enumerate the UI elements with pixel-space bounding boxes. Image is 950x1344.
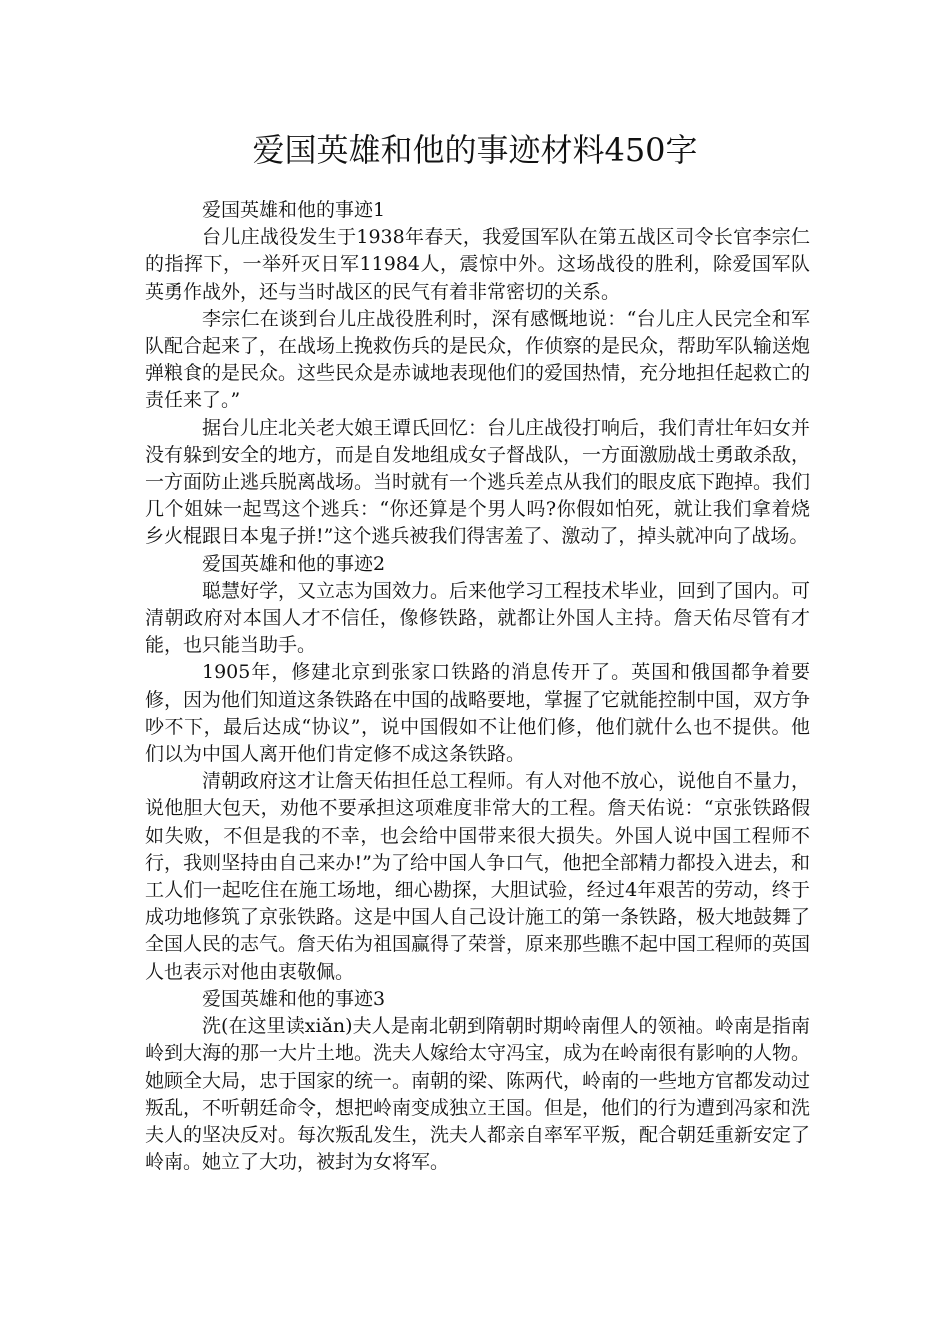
- section-heading: 爱国英雄和他的事迹2: [202, 552, 386, 575]
- paragraph: 1905年，修建北京到张家口铁路的消息传开了。英国和俄国都争着要修，因为他们知道这条铁路在中国的战略要地，掌握了它就能控制中国，双方争吵不下，最后达成“协议”，说中国假如不让他们修，他们就什么也不提供。他们以为中国人离开他们肯定修不成这条铁路。: [145, 661, 811, 766]
- paragraph: 洗(在这里读xiǎn)夫人是南北朝到隋朝时期岭南俚人的领袖。岭南是指南岭到大海的那一大片土地。洗夫人嫁给太守冯宝，成为在岭南很有影响的人物。她顾全大局，忠于国家的统一。南朝的梁、陈两代，岭南的一些地方官都发动过叛乱，不听朝廷命令，想把岭南变成独立王国。但是，他们的行为遭到冯家和洗夫人的坚决反对。每次叛乱发生，洗夫人都亲自率军平叛，配合朝廷重新安定了岭南。她立了大功，被封为女将军。: [145, 1015, 811, 1174]
- document-body: [145, 197, 810, 1176]
- paragraph: 台儿庄战役发生于1938年春天，我爱国军队在第五战区司令长官李宗仁的指挥下，一举歼灭日军11984人，震惊中外。这场战役的胜利，除爱国军队英勇作战外，还与当时战区的民气有着非常密切的关系。: [145, 226, 810, 303]
- document-title: 爱国英雄和他的事迹材料450字: [252, 131, 698, 169]
- paragraph: 李宗仁在谈到台儿庄战役胜利时，深有感慨地说：“台儿庄人民完全和军队配合起来了，在战场上挽救伤兵的是民众，作侦察的是民众，帮助军队输送炮弹粮食的是民众。这些民众是赤诚地表现他们的爱国热情，充分地担任起救亡的责任来了。”: [145, 307, 811, 412]
- paragraph: 清朝政府这才让詹天佑担任总工程师。有人对他不放心，说他自不量力，说他胆大包天，劝他不要承担这项难度非常大的工程。詹天佑说：“京张铁路假如失败，不但是我的不幸，也会给中国带来很大损失。外国人说中国工程师不行，我则坚持由自己来办!”为了给中国人争口气，他把全部精力都投入进去，和工人们一起吃住在施工场地，细心勘探，大胆试验，经过4年艰苦的劳动，终于成功地修筑了京张铁路。这是中国人自己设计施工的第一条铁路，极大地鼓舞了全国人民的志气。詹天佑为祖国赢得了荣誉，原来那些瞧不起中国工程师的英国人也表示对他由衷敬佩。: [145, 770, 811, 983]
- section-heading: 爱国英雄和他的事迹1: [202, 199, 386, 221]
- section-heading: 爱国英雄和他的事迹3: [202, 987, 386, 1010]
- paragraph: 据台儿庄北关老大娘王谭氏回忆：台儿庄战役打响后，我们青壮年妇女并没有躲到安全的地方，而是自发地组成女子督战队，一方面激励战士勇敢杀敌，一方面防止逃兵脱离战场。当时就有一个逃兵差点从我们的眼皮底下跑掉。我们几个姐妹一起骂这个逃兵：“你还算是个男人吗?你假如怕死，就让我们拿着烧乡火棍跟日本鬼子拼!”这个逃兵被我们得害羞了、激动了，掉头就冲向了战场。: [145, 416, 811, 548]
- paragraph: 聪慧好学，又立志为国效力。后来他学习工程技术毕业，回到了国内。可清朝政府对本国人才不信任，像修铁路，就都让外国人主持。詹天佑尽管有才能，也只能当助手。: [145, 579, 811, 657]
